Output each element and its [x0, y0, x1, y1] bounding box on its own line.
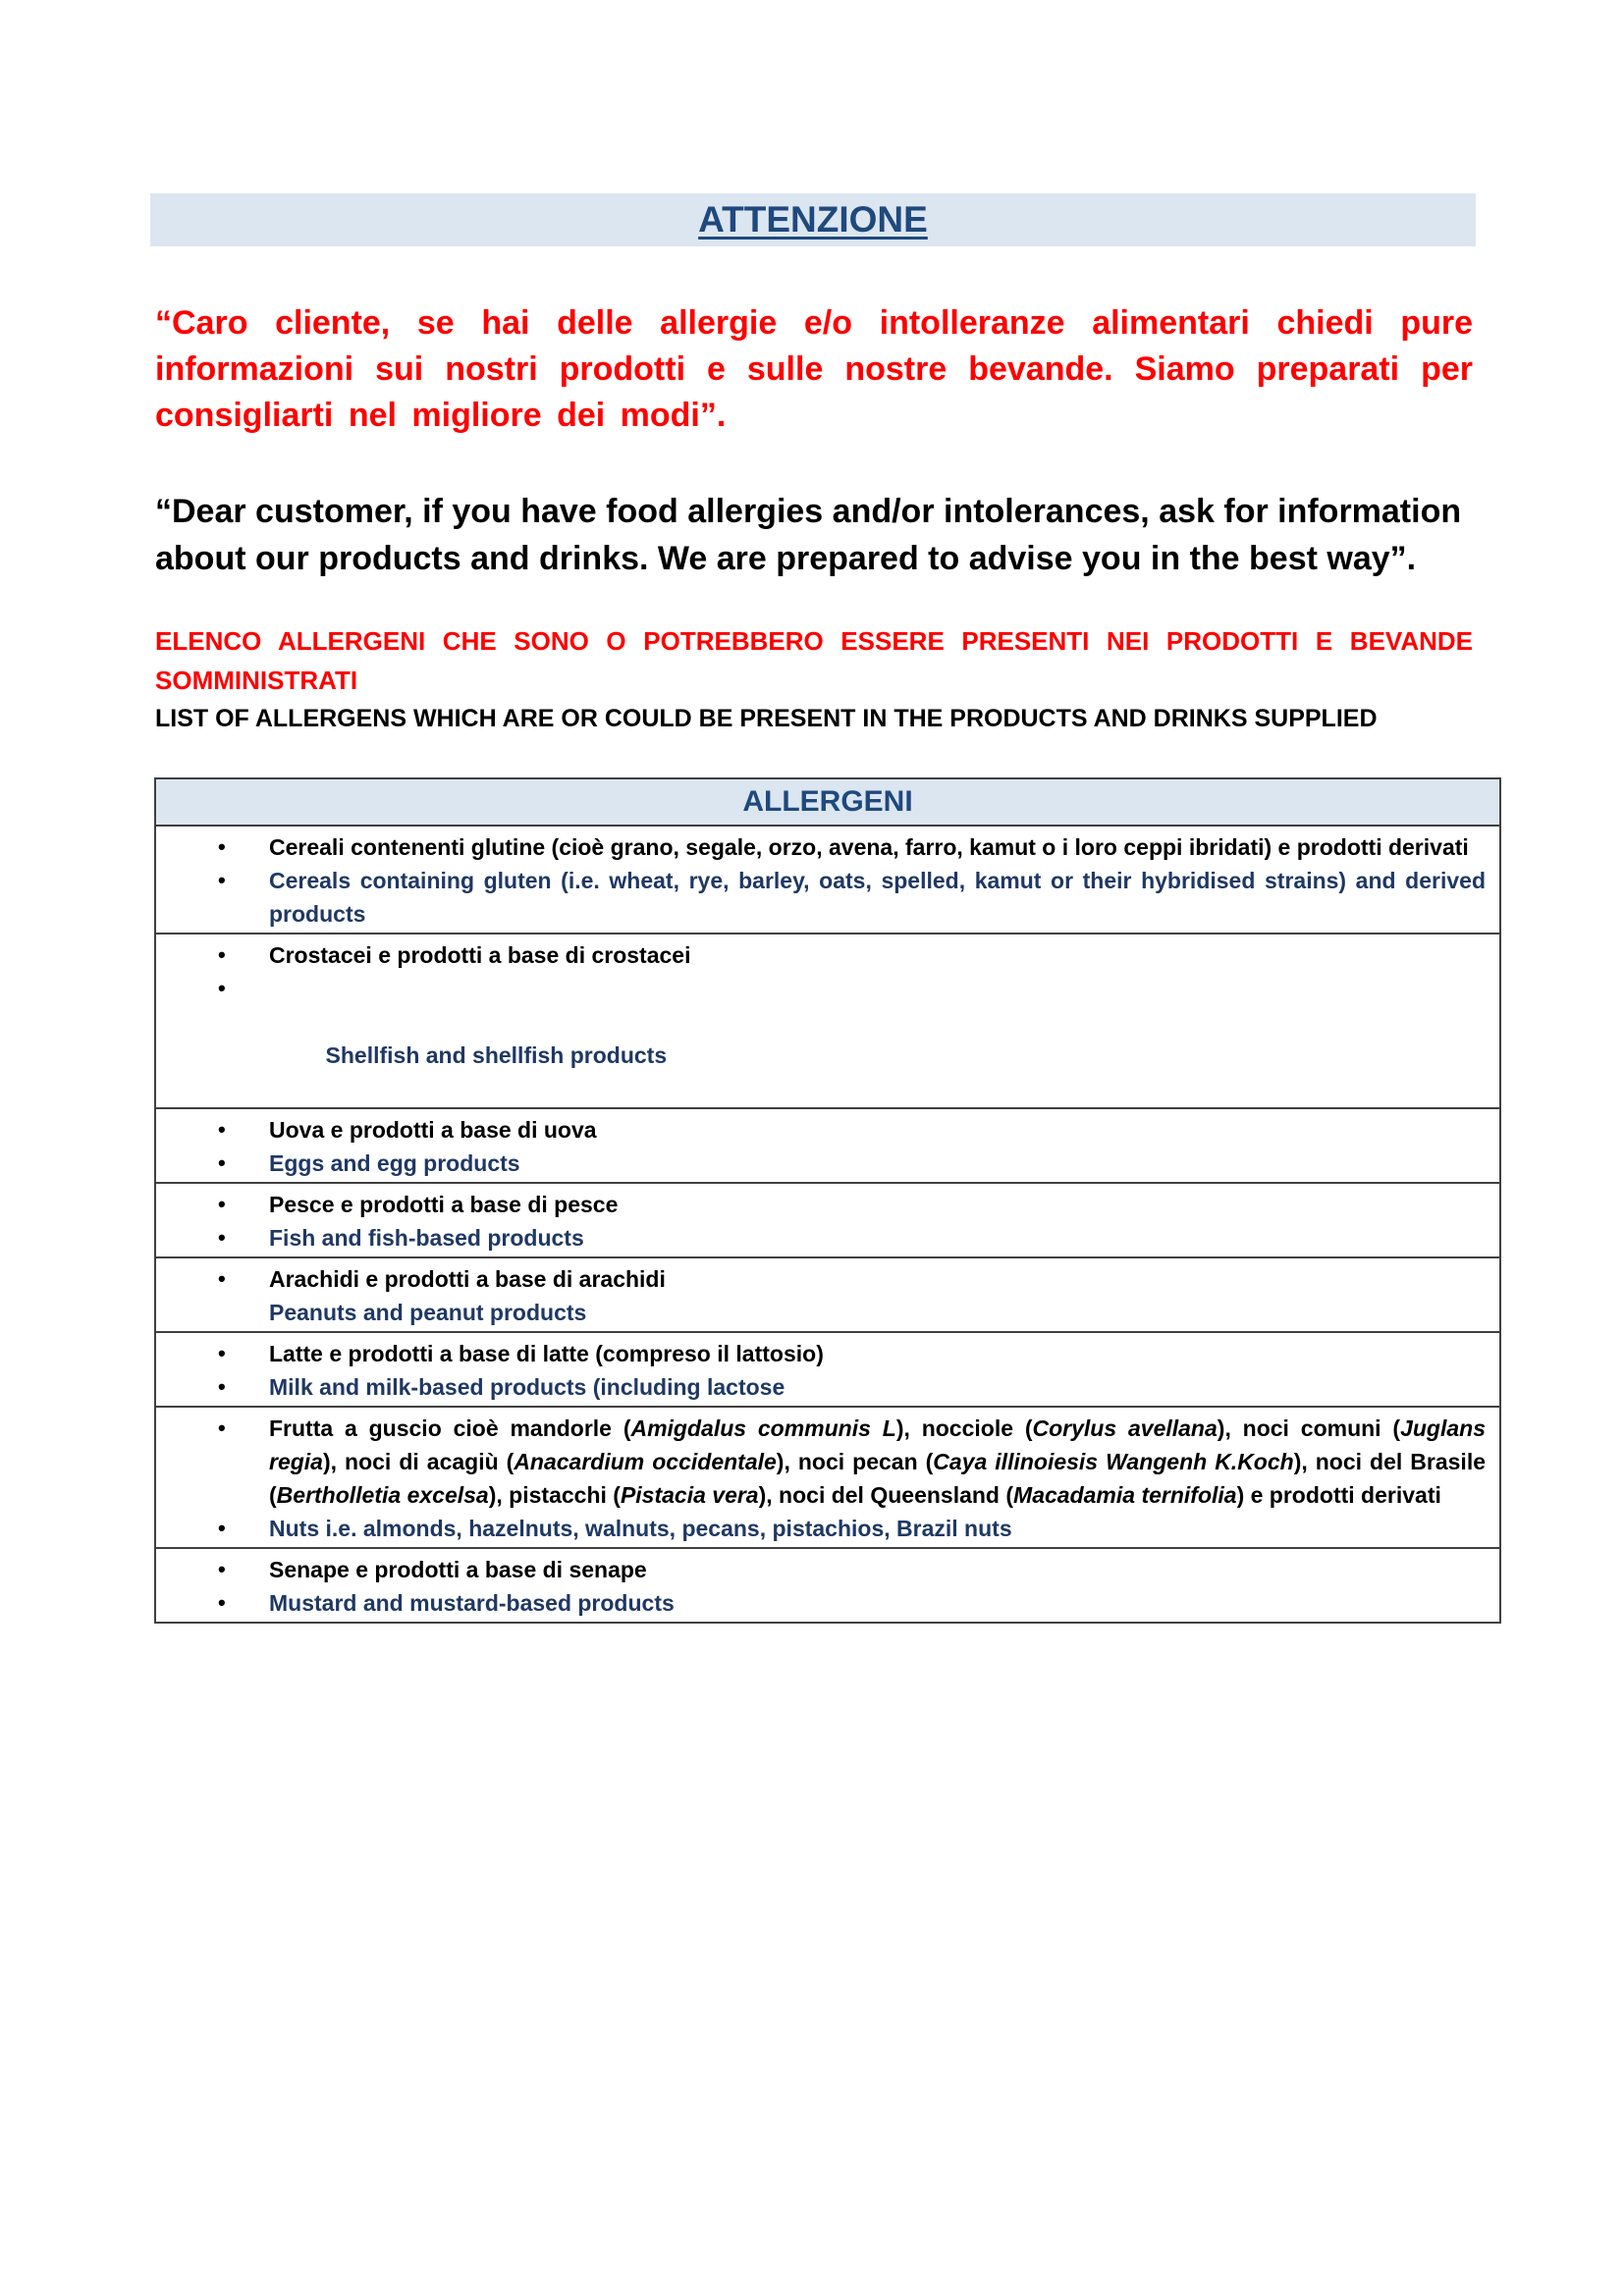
list-item-italian: [156, 938, 1499, 972]
latin-name: Caya illinoiesis Wangenh K.Koch: [933, 1449, 1294, 1474]
item-text: Arachidi e prodotti a base di arachidi: [269, 1266, 666, 1292]
bullet-icon: •: [218, 868, 226, 892]
intro-italian: “Caro cliente, se hai delle allergie e/o intolleranze alimentari chiedi pure informazioni sui nostri prodotti e sulle nostre bevande. Siamo preparati per consigliarti nel migliore dei modi”.: [155, 304, 1473, 434]
item-text: Cereals containing gluten (i.e. wheat, rye, barley, oats, spelled, kamut or their hybridised strains) and derived products: [269, 868, 1486, 927]
page-title: ATTENZIONE: [698, 199, 928, 240]
table-header: [156, 779, 1499, 827]
list-item-english: [156, 1221, 1499, 1255]
table-row-eggs: [156, 1109, 1499, 1184]
bullet-icon: •: [218, 1516, 226, 1540]
bullet-icon: •: [218, 1415, 226, 1440]
bullet-icon: •: [218, 1225, 226, 1250]
latin-name: Amigdalus communis L: [630, 1415, 896, 1441]
item-text: Peanuts and peanut products: [269, 1300, 587, 1325]
list-item-english: [156, 1296, 1499, 1329]
item-text: Crostacei e prodotti a base di crostacei: [269, 942, 691, 968]
list-item-english: [156, 1512, 1499, 1545]
bullet-icon: •: [218, 1557, 226, 1581]
bullet-icon: •: [218, 1374, 226, 1399]
bullet-icon: •: [218, 1341, 226, 1365]
allergen-list-title-english: LIST OF ALLERGENS WHICH ARE OR COULD BE PRESENT IN THE PRODUCTS AND DRINKS SUPPLIED: [155, 705, 1378, 732]
latin-name: Juglans regia: [269, 1415, 1486, 1474]
bullet-icon: •: [218, 1266, 226, 1291]
table-row-peanuts: [156, 1258, 1499, 1333]
table-row-fish: [156, 1184, 1499, 1258]
list-item-italian: [156, 830, 1499, 864]
item-text: Nuts i.e. almonds, hazelnuts, walnuts, pecans, pistachios, Brazil nuts: [269, 1516, 1012, 1541]
item-text: Mustard and mustard-based products: [269, 1590, 675, 1616]
table-row-nuts: [156, 1408, 1499, 1549]
list-item-english: [156, 1147, 1499, 1180]
item-text: Uova e prodotti a base di uova: [269, 1117, 597, 1143]
latin-name: Bertholletia excelsa: [276, 1482, 489, 1508]
latin-name: Macadamia ternifolia: [1013, 1482, 1237, 1508]
table-row-crustaceans: [156, 934, 1499, 1109]
item-text: Senape e prodotti a base di senape: [269, 1557, 647, 1582]
list-item-english: [156, 864, 1499, 931]
list-item-english: [156, 1370, 1499, 1404]
allergen-table: [154, 777, 1501, 1624]
list-item-italian: [156, 1113, 1499, 1147]
list-item-italian: [156, 1337, 1499, 1370]
bullet-icon: •: [218, 942, 226, 967]
item-text: Frutta a guscio cioè mandorle (Amigdalus communis L), nocciole (Corylus avellana), noci comuni (Juglans regia), noci di acagiù (Anacardium occidentale), noci pecan (Caya illinoiesis Wangenh K.Koch), noci del Brasile (Bertholletia excelsa), pistacchi (Pistacia vera), noci del Queensland (Macadamia ternifolia) e prodotti derivati: [269, 1415, 1487, 1508]
bullet-icon: •: [218, 1590, 226, 1615]
list-item-italian: [156, 1553, 1499, 1586]
bullet-icon: •: [218, 1192, 226, 1216]
bullet-icon: •: [218, 1150, 226, 1175]
item-text: Latte e prodotti a base di latte (compreso il lattosio): [269, 1341, 824, 1366]
table-row-cereals: [156, 827, 1499, 934]
latin-name: Corylus avellana: [1032, 1415, 1218, 1441]
table-header-label: ALLERGENI: [742, 785, 913, 818]
bullet-icon: •: [218, 834, 226, 859]
table-row-milk: [156, 1333, 1499, 1408]
list-item-italian: [156, 1262, 1499, 1296]
latin-name: Anacardium occidentale: [514, 1449, 777, 1474]
item-text: Fish and fish-based products: [269, 1225, 584, 1251]
latin-name: Pistacia vera: [620, 1482, 759, 1508]
item-text: Pesce e prodotti a base di pesce: [269, 1192, 619, 1217]
intro-english: “Dear customer, if you have food allergies and/or intolerances, ask for information about our products and drinks. We are prepared to advise you in the best way”.: [155, 493, 1462, 577]
list-item-english: [156, 972, 1499, 1105]
title-banner: [150, 193, 1476, 246]
list-item-english: [156, 1586, 1499, 1620]
table-row-mustard: [156, 1549, 1499, 1622]
list-item-italian: [156, 1188, 1499, 1221]
allergen-list-title-italian: ELENCO ALLERGENI CHE SONO O POTREBBERO ESSERE PRESENTI NEI PRODOTTI E BEVANDE SOMMINISTRATI: [155, 626, 1473, 695]
item-text: Shellfish and shellfish products: [319, 1042, 668, 1068]
bullet-icon: •: [218, 1117, 226, 1142]
item-text: Eggs and egg products: [269, 1150, 520, 1176]
item-text: Cereali contenenti glutine (cioè grano, segale, orzo, avena, farro, kamut o i loro ceppi ibridati) e prodotti derivati: [269, 834, 1469, 860]
list-item-italian: [156, 1412, 1499, 1512]
item-text: Milk and milk-based products (including lactose: [269, 1374, 785, 1400]
bullet-icon: •: [218, 976, 226, 1000]
